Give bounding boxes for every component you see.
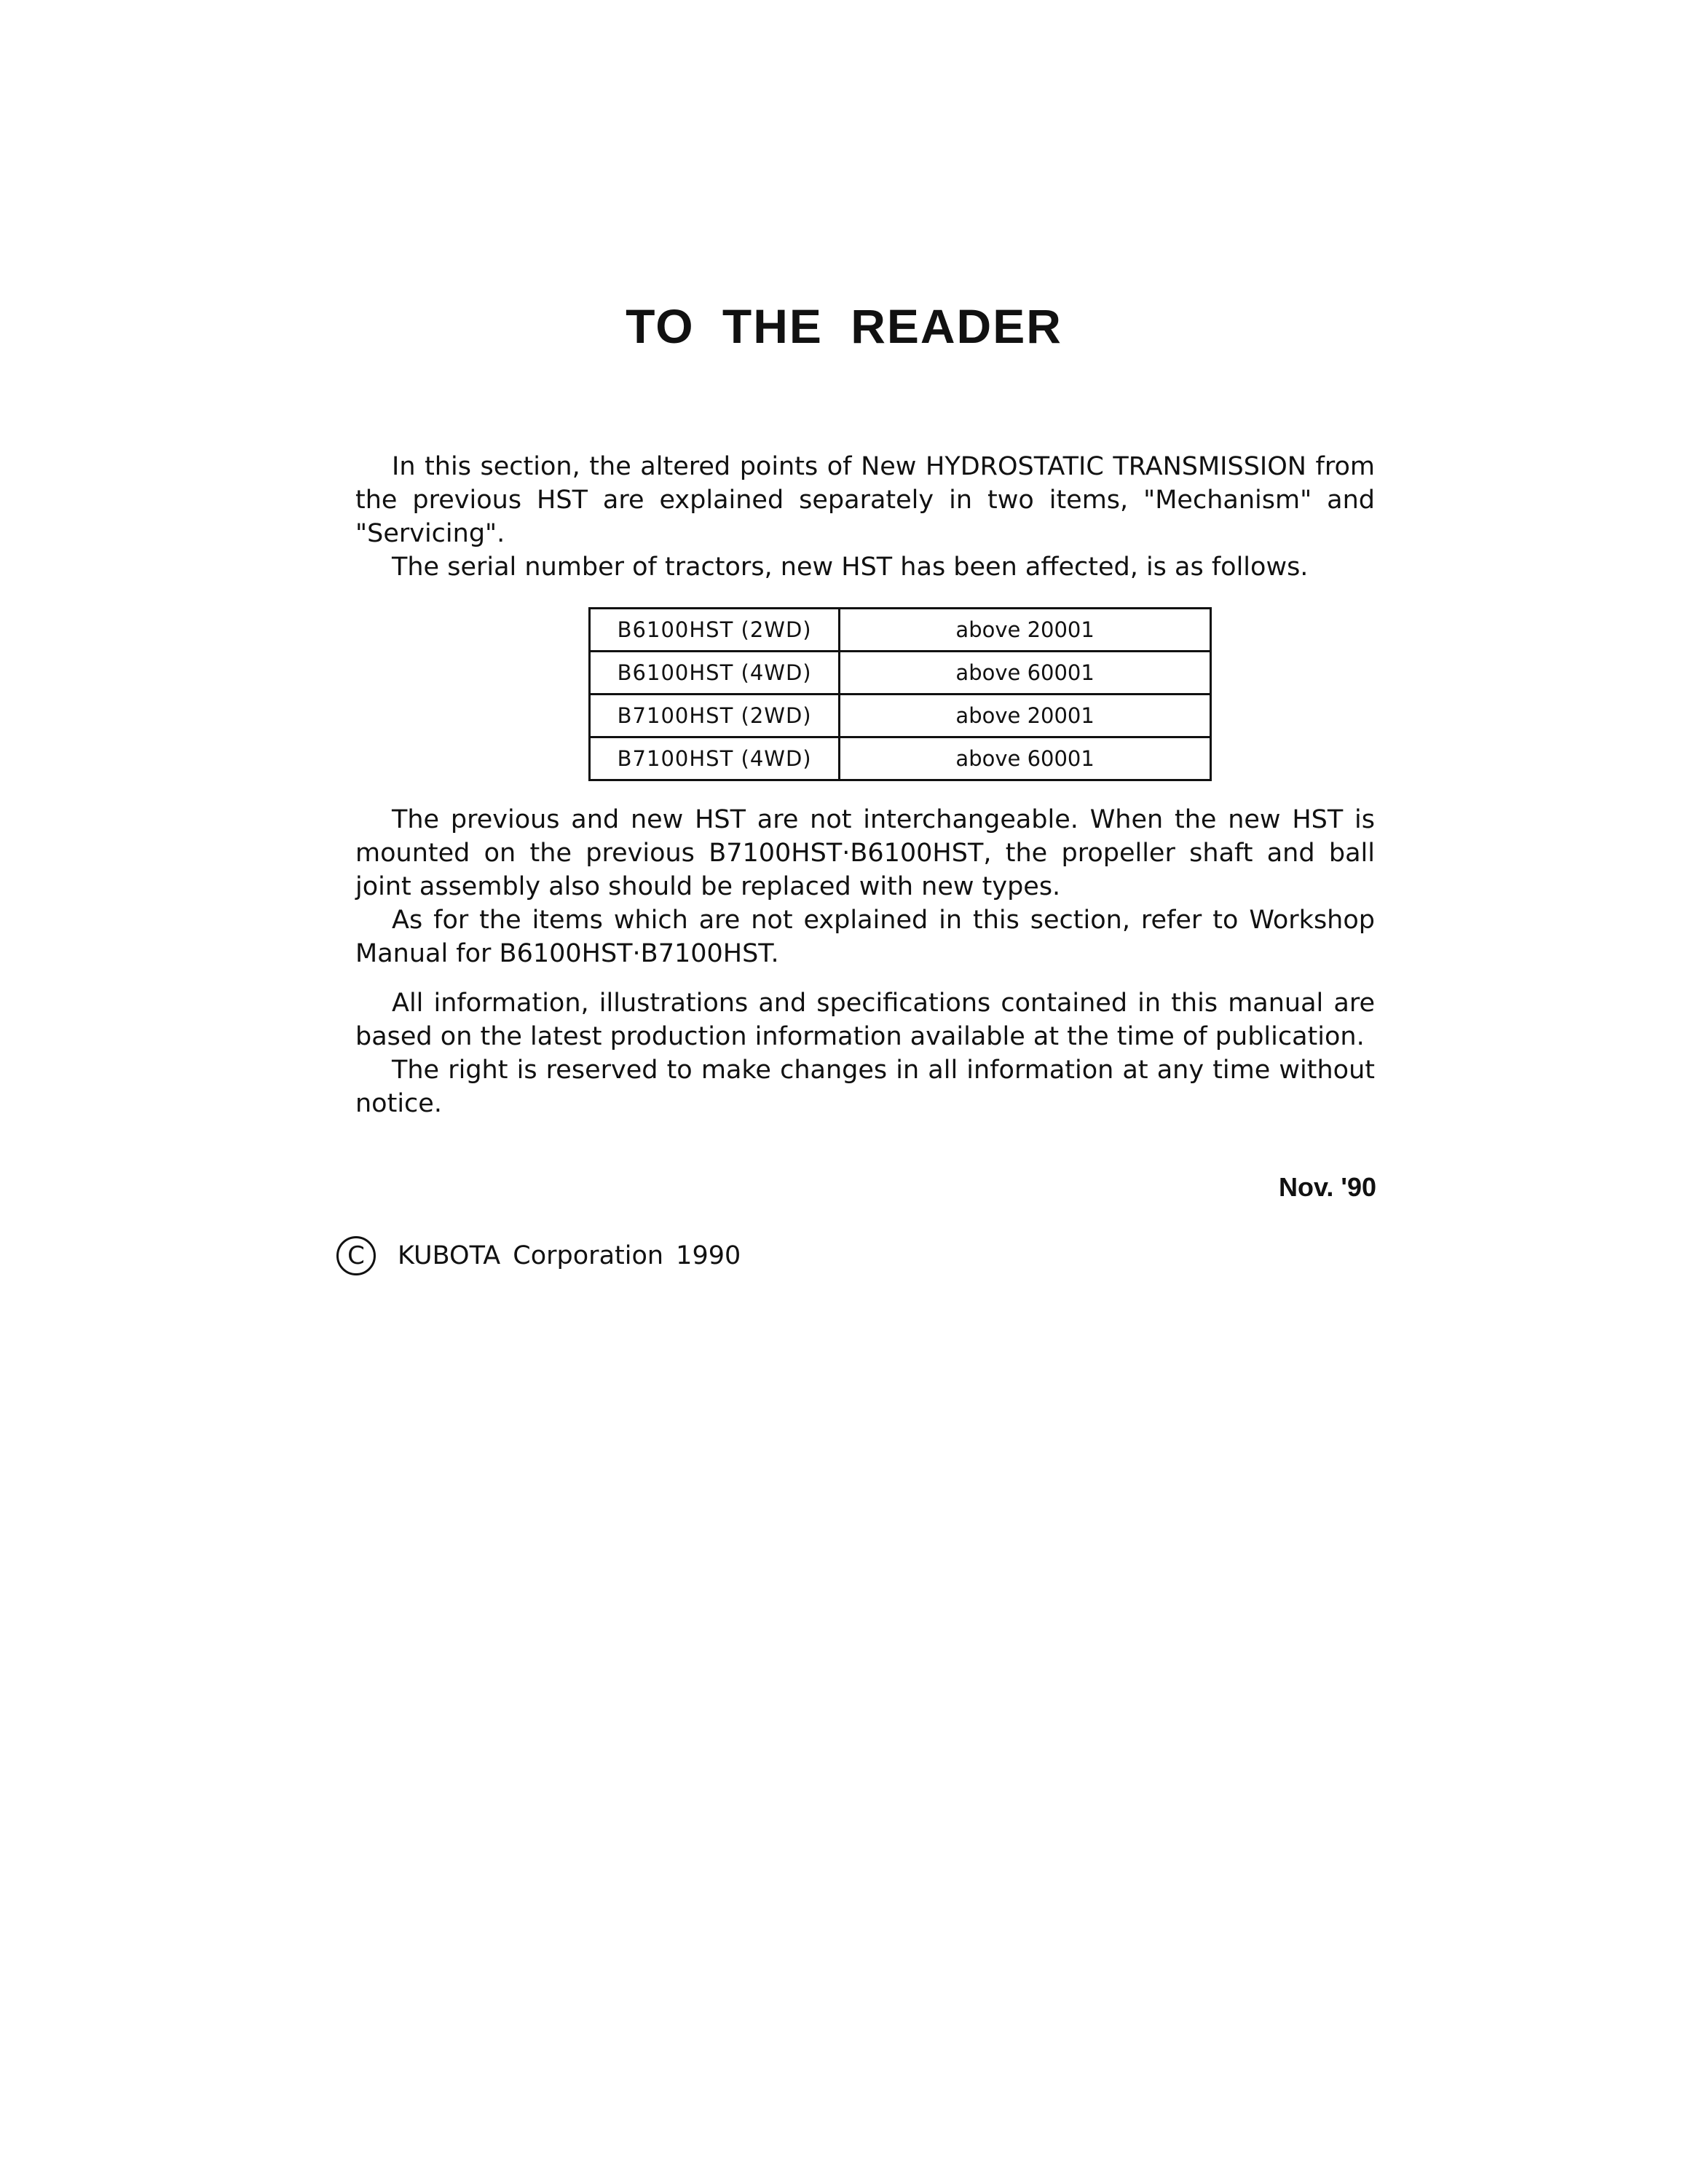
table-row xyxy=(590,695,1211,737)
copyright-icon: C xyxy=(336,1236,376,1275)
serial-cell: above 60001 xyxy=(840,737,1211,780)
intro-section xyxy=(355,450,1375,584)
serial-cell: above 20001 xyxy=(840,695,1211,737)
serial-number-table xyxy=(588,607,1212,781)
workshop-manual-paragraph: As for the items which are not explained in this section, refer to Workshop Manual for B6100HST·B7100HST. xyxy=(355,906,1375,968)
model-cell: B6100HST (4WD) xyxy=(590,652,840,695)
information-paragraph: All information, illustrations and specifications contained in this manual are based on the latest production information available at the time of publication. xyxy=(355,989,1375,1051)
serial-cell: above 20001 xyxy=(840,609,1211,652)
intro-paragraph: In this section, the altered points of New HYDROSTATIC TRANSMISSION from the previous HST are explained separately in two items, "Mechanism" and "Servicing". xyxy=(355,452,1375,548)
copyright-notice xyxy=(336,1236,741,1275)
model-cell: B7100HST (4WD) xyxy=(590,737,840,780)
copyright-text: KUBOTA Corporation 1990 xyxy=(398,1241,741,1270)
rights-reserved-paragraph: The right is reserved to make changes in all information at any time without notice. xyxy=(355,1056,1375,1118)
page-title: TO THE READER xyxy=(626,299,1062,353)
table-row xyxy=(590,652,1211,695)
compatibility-paragraph: The previous and new HST are not interchangeable. When the new HST is mounted on the previous B7100HST·B6100HST, the propeller shaft and ball joint assembly also should be replaced with new types. xyxy=(355,805,1375,901)
model-cell: B6100HST (2WD) xyxy=(590,609,840,652)
compatibility-section xyxy=(355,803,1375,970)
publication-date: Nov. '90 xyxy=(1279,1172,1376,1202)
model-cell: B7100HST (2WD) xyxy=(590,695,840,737)
serial-intro-paragraph: The serial number of tractors, new HST has been affected, is as follows. xyxy=(392,553,1309,582)
table-row xyxy=(590,737,1211,780)
information-section xyxy=(355,986,1375,1120)
serial-cell: above 60001 xyxy=(840,652,1211,695)
table-row xyxy=(590,609,1211,652)
